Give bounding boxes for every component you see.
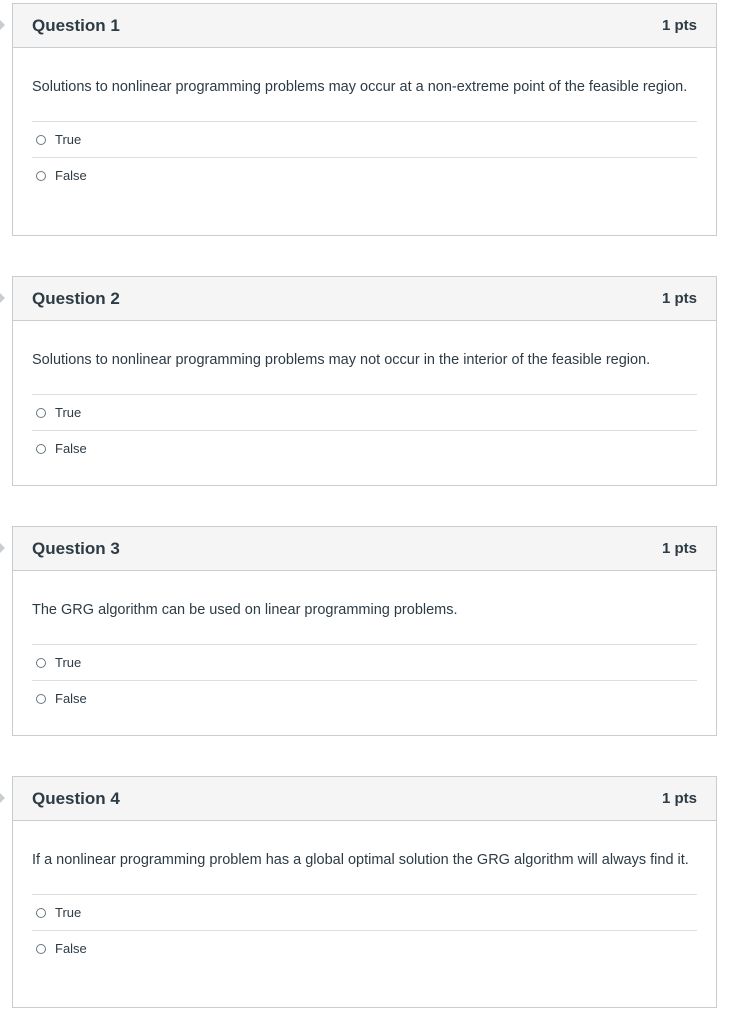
answer-label: False [55,691,87,706]
question-marker-icon [0,793,5,803]
question-body [13,821,716,978]
answer-option-false[interactable] [32,931,697,966]
answer-option-false[interactable] [32,158,697,193]
question-text: Solutions to nonlinear programming problems may not occur in the interior of the feasible region. [32,352,651,368]
answer-label: True [55,405,82,420]
question-body [13,321,716,478]
question-text: If a nonlinear programming problem has a global optimal solution the GRG algorithm will always find it. [32,852,689,868]
question-points: 1 pts [661,540,697,557]
question-marker-icon [0,543,5,553]
question-body [13,48,716,205]
question-marker-icon [0,20,5,30]
radio-button-icon[interactable] [36,944,46,954]
question-card-4 [12,776,717,1008]
answer-option-true[interactable] [32,395,697,431]
question-title: Question 4 [32,788,120,808]
answer-list [32,894,697,966]
radio-button-icon[interactable] [36,171,46,181]
answer-label: True [55,905,82,920]
question-header [13,777,716,821]
question-title: Question 2 [32,288,120,308]
answer-label: False [55,168,87,183]
question-points: 1 pts [661,290,697,307]
question-text: Solutions to nonlinear programming problems may occur at a non-extreme point of the feasible region. [32,79,688,95]
question-points: 1 pts [661,790,697,807]
question-title: Question 3 [32,538,120,558]
answer-label: False [55,441,87,456]
question-header [13,527,716,571]
answer-option-true[interactable] [32,122,697,158]
answer-list [32,394,697,466]
question-header [13,277,716,321]
question-title: Question 1 [32,15,120,35]
radio-button-icon[interactable] [36,908,46,918]
radio-button-icon[interactable] [36,694,46,704]
answer-list [32,121,697,193]
question-card-3 [12,526,717,736]
radio-button-icon[interactable] [36,408,46,418]
radio-button-icon[interactable] [36,444,46,454]
radio-button-icon[interactable] [36,658,46,668]
question-marker-icon [0,293,5,303]
answer-option-false[interactable] [32,681,697,716]
answer-option-true[interactable] [32,895,697,931]
answer-label: True [55,132,82,147]
answer-label: True [55,655,82,670]
answer-option-false[interactable] [32,431,697,466]
question-text: The GRG algorithm can be used on linear programming problems. [32,602,458,618]
answer-label: False [55,941,87,956]
question-body [13,571,716,728]
answer-list [32,644,697,716]
question-points: 1 pts [661,17,697,34]
question-card-2 [12,276,717,486]
answer-option-true[interactable] [32,645,697,681]
question-card-1 [12,3,717,236]
radio-button-icon[interactable] [36,135,46,145]
question-header [13,4,716,48]
